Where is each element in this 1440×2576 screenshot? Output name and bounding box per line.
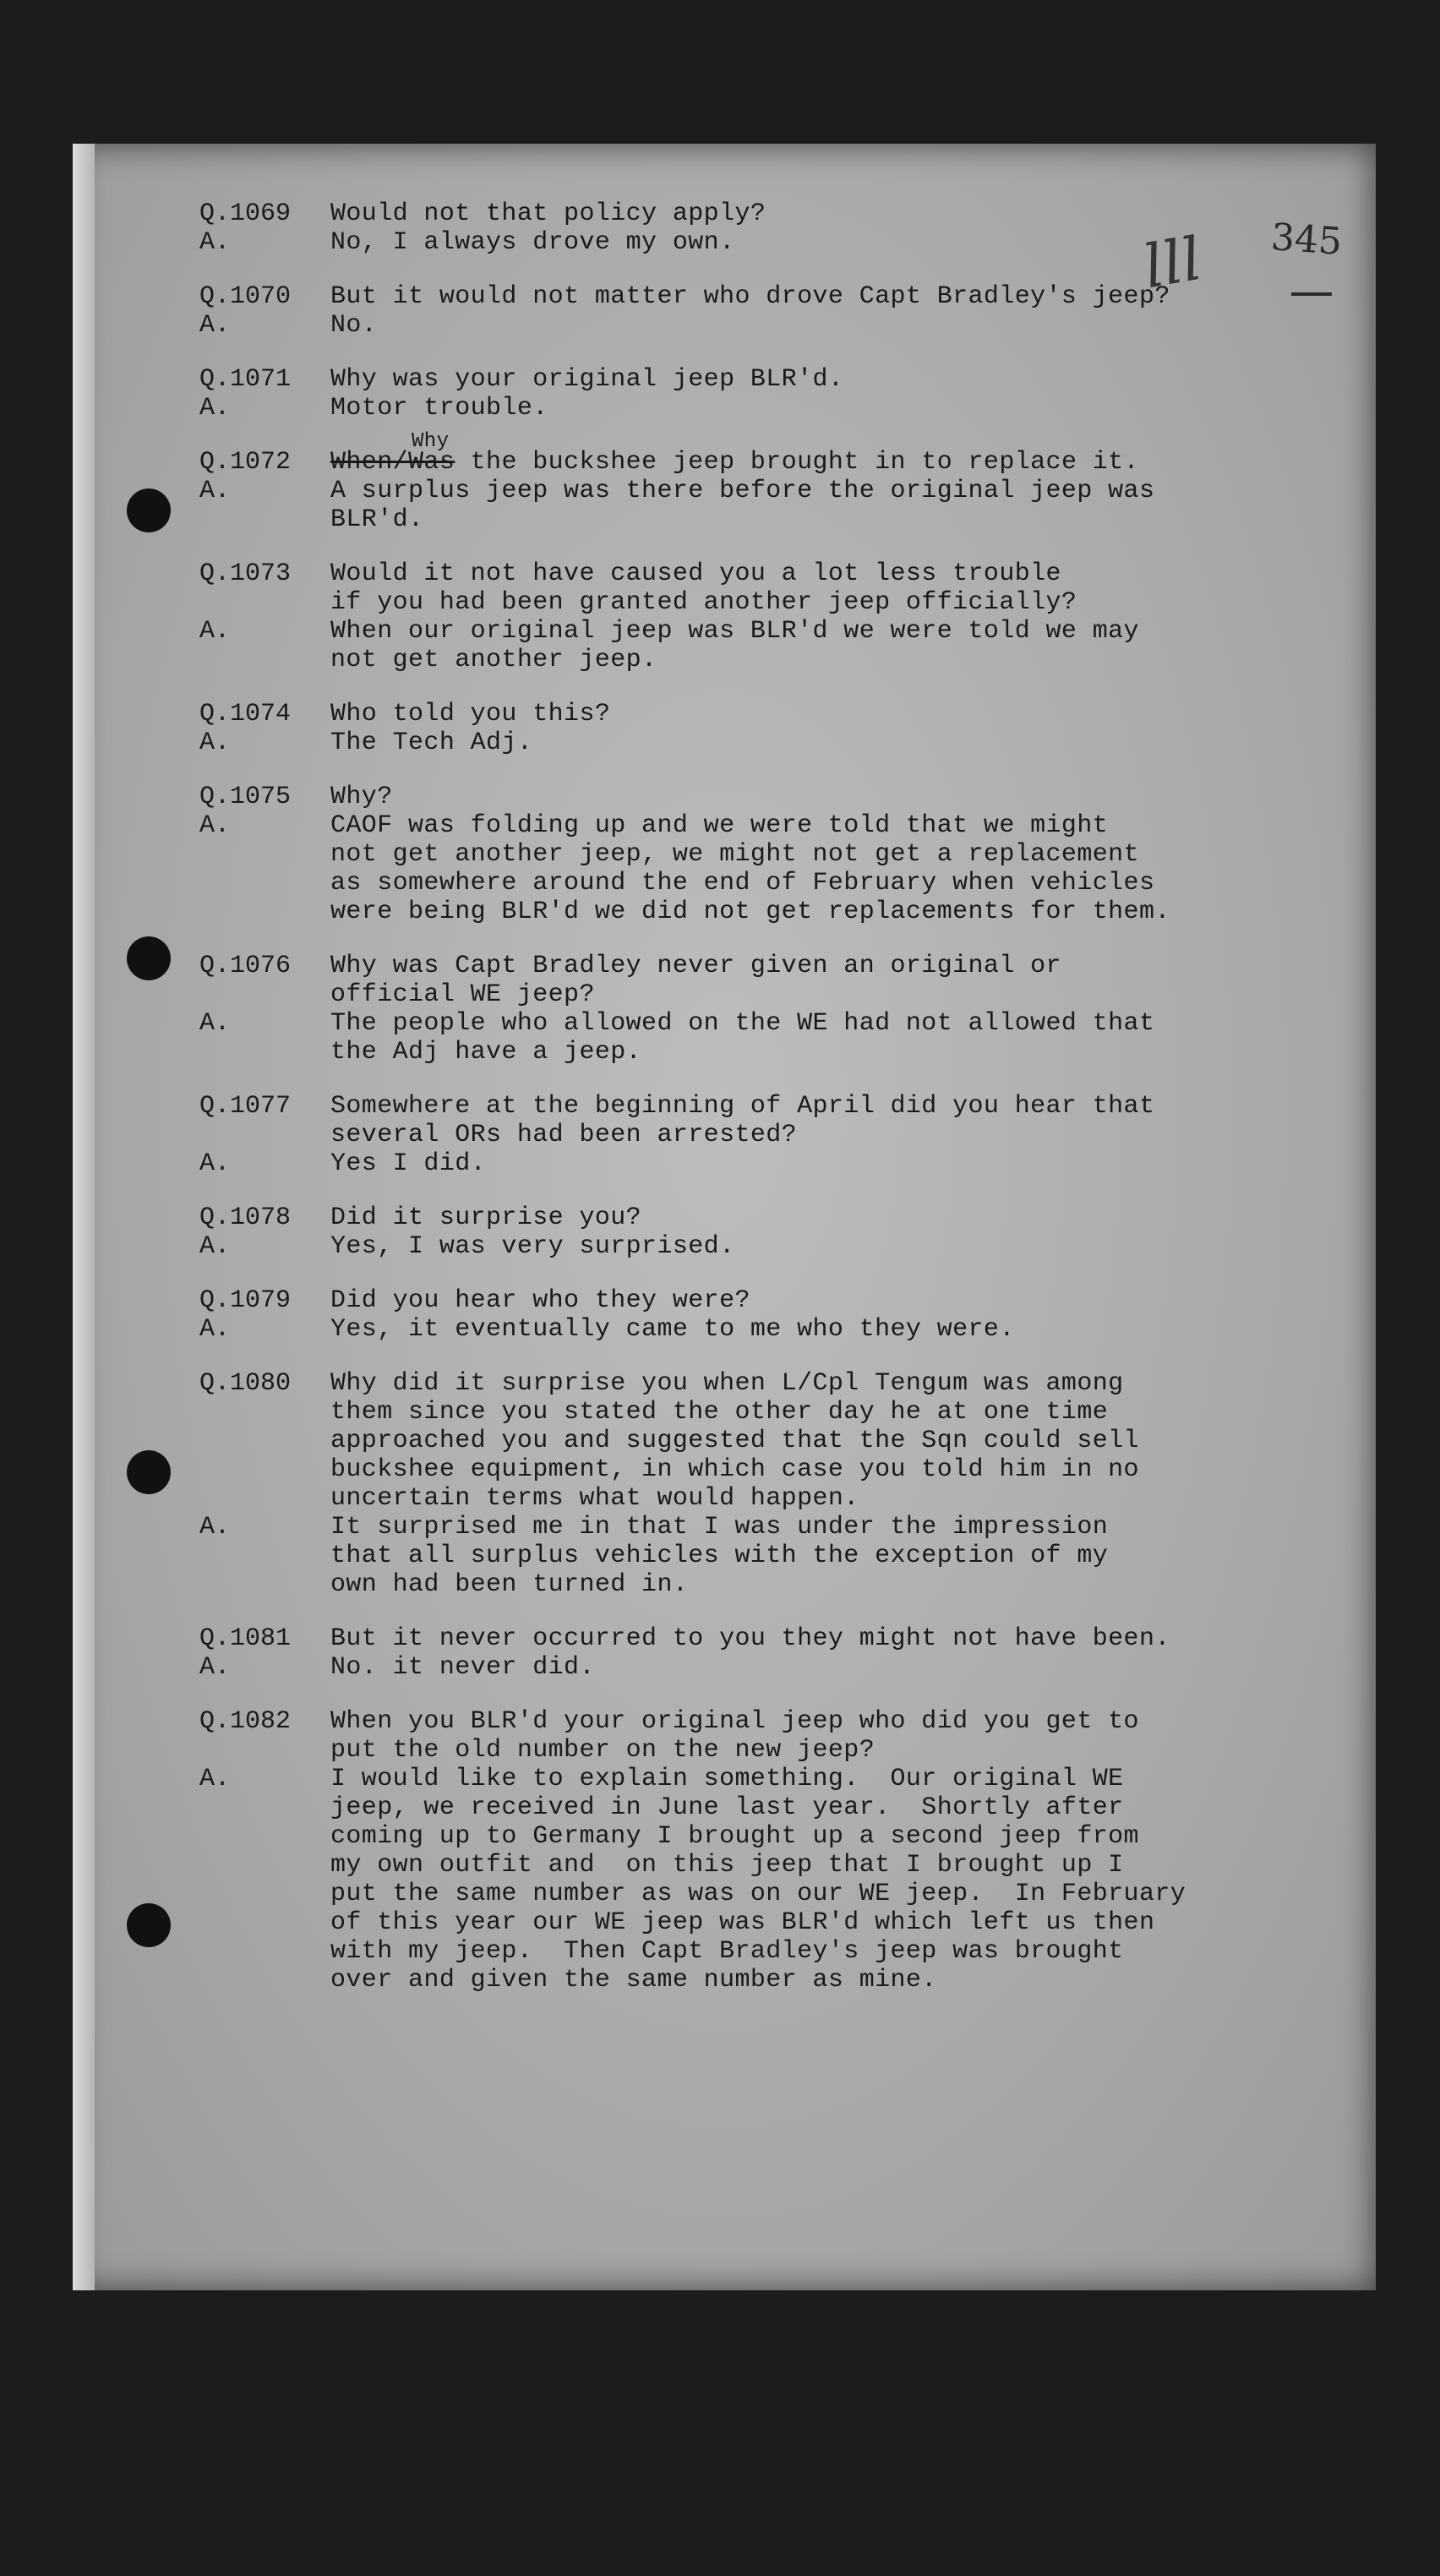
qa-entry bbox=[199, 282, 1298, 340]
answer-row bbox=[199, 1315, 1298, 1344]
question-row bbox=[199, 1286, 1298, 1315]
answer-row bbox=[199, 477, 1298, 534]
question-row bbox=[199, 1092, 1298, 1149]
question-number: Q.1082 bbox=[199, 1707, 292, 1736]
page-number: 345 bbox=[1269, 216, 1344, 264]
correction bbox=[330, 430, 455, 477]
qa-entry bbox=[199, 1092, 1298, 1178]
question-row bbox=[199, 700, 1298, 729]
question-number: Q.1077 bbox=[199, 1092, 292, 1121]
answer-row bbox=[199, 311, 1298, 340]
question-text: Why was Capt Bradley never given an original or official WE jeep? bbox=[330, 952, 1061, 1009]
question-number: Q.1073 bbox=[199, 559, 292, 588]
answer-row bbox=[199, 1765, 1298, 1995]
answer-text: The people who allowed on the WE had not allowed that the Adj have a jeep. bbox=[330, 1009, 1155, 1067]
question-number: Q.1078 bbox=[199, 1203, 292, 1232]
question-row bbox=[199, 1707, 1298, 1765]
answer-row bbox=[199, 394, 1298, 423]
answer-text: I would like to explain something. Our original WE jeep, we received in June last year. Shortly after coming up to Germany I brought up a second jeep from my own outfit and on this jeep that I brought up I put the same number as was on our WE jeep. In February of this year our WE jeep was BLR'd which left us then with my jeep. Then Capt Bradley's jeep was brought over and given the same number as mine. bbox=[330, 1765, 1186, 1995]
answer-label: A. bbox=[199, 1009, 231, 1038]
qa-entry bbox=[199, 365, 1298, 423]
question-row bbox=[199, 365, 1298, 394]
qa-entry bbox=[199, 1286, 1298, 1344]
answer-row bbox=[199, 1149, 1298, 1178]
question-number: Q.1075 bbox=[199, 783, 292, 811]
question-text bbox=[330, 430, 1298, 477]
answer-label: A. bbox=[199, 1513, 231, 1542]
answer-text: Yes I did. bbox=[330, 1149, 487, 1178]
question-remainder: the buckshee jeep brought in to replace it. bbox=[455, 448, 1139, 477]
answer-row bbox=[199, 1232, 1298, 1261]
answer-row bbox=[199, 729, 1298, 757]
question-text: But it never occurred to you they might not have been. bbox=[330, 1624, 1170, 1653]
question-text: Why did it surprise you when L/Cpl Tengum was among them since you stated the other day he at one time approached you and suggested that the Sqn could sell buckshee equipment, in which case you told him in no uncertain terms what would happen. bbox=[330, 1369, 1139, 1513]
answer-label: A. bbox=[199, 1232, 231, 1261]
question-number: Q.1071 bbox=[199, 365, 292, 394]
question-row bbox=[199, 1203, 1298, 1232]
question-text: Somewhere at the beginning of April did you hear that several ORs had been arrested? bbox=[330, 1092, 1155, 1149]
question-number: Q.1069 bbox=[199, 199, 292, 228]
question-number: Q.1070 bbox=[199, 282, 292, 311]
punch-hole bbox=[127, 488, 171, 532]
question-number: Q.1080 bbox=[199, 1369, 292, 1398]
answer-text: Yes, I was very surprised. bbox=[330, 1232, 735, 1261]
answer-text: CAOF was folding up and we were told that we might not get another jeep, we might not get a replacement as somewhere around the end of February when vehicles were being BLR'd we did not get replacements for them. bbox=[330, 811, 1170, 926]
answer-label: A. bbox=[199, 1315, 231, 1344]
punch-hole bbox=[127, 936, 171, 980]
question-number: Q.1081 bbox=[199, 1624, 292, 1653]
answer-text: No. it never did. bbox=[330, 1653, 595, 1682]
answer-label: A. bbox=[199, 311, 231, 340]
qa-entry bbox=[199, 700, 1298, 757]
question-text: Would it not have caused you a lot less trouble if you had been granted another jeep officially? bbox=[330, 559, 1077, 617]
answer-label: A. bbox=[199, 228, 231, 257]
qa-entry bbox=[199, 199, 1298, 257]
answer-label: A. bbox=[199, 477, 231, 505]
answer-text: The Tech Adj. bbox=[330, 729, 533, 757]
answer-label: A. bbox=[199, 1149, 231, 1178]
question-number: Q.1079 bbox=[199, 1286, 292, 1315]
answer-label: A. bbox=[199, 1653, 231, 1682]
question-row bbox=[199, 952, 1298, 1009]
question-text: Did it surprise you? bbox=[330, 1203, 642, 1232]
qa-entry bbox=[199, 430, 1298, 534]
question-text: Who told you this? bbox=[330, 700, 611, 729]
answer-text: A surplus jeep was there before the original jeep was BLR'd. bbox=[330, 477, 1155, 534]
question-number: Q.1072 bbox=[199, 448, 292, 477]
answer-text: No. bbox=[330, 311, 378, 340]
question-text: Why? bbox=[330, 783, 393, 811]
qa-entry bbox=[199, 1203, 1298, 1261]
answer-row bbox=[199, 1513, 1298, 1599]
qa-entry bbox=[199, 783, 1298, 926]
question-text: Did you hear who they were? bbox=[330, 1286, 750, 1315]
question-number: Q.1076 bbox=[199, 952, 292, 980]
question-row bbox=[199, 430, 1298, 477]
punch-hole bbox=[127, 1450, 171, 1494]
qa-entry bbox=[199, 1624, 1298, 1682]
answer-text: Motor trouble. bbox=[330, 394, 548, 423]
qa-entry bbox=[199, 952, 1298, 1067]
answer-label: A. bbox=[199, 394, 231, 423]
question-row bbox=[199, 282, 1298, 311]
qa-entry bbox=[199, 1707, 1298, 1995]
answer-row bbox=[199, 228, 1298, 257]
answer-text: It surprised me in that I was under the impression that all surplus vehicles with the exception of my own had been turned in. bbox=[330, 1513, 1109, 1599]
qa-entry bbox=[199, 1369, 1298, 1599]
answer-row bbox=[199, 1009, 1298, 1067]
question-row bbox=[199, 559, 1298, 617]
answer-label: A. bbox=[199, 729, 231, 757]
answer-row bbox=[199, 811, 1298, 926]
question-text: Why was your original jeep BLR'd. bbox=[330, 365, 844, 394]
question-row bbox=[199, 1624, 1298, 1653]
question-row bbox=[199, 1369, 1298, 1513]
answer-row bbox=[199, 617, 1298, 674]
answer-text: When our original jeep was BLR'd we were told we may not get another jeep. bbox=[330, 617, 1139, 674]
inserted-word: Why bbox=[412, 430, 450, 453]
qa-entry bbox=[199, 559, 1298, 674]
question-row bbox=[199, 199, 1298, 228]
answer-label: A. bbox=[199, 811, 231, 840]
question-text: Would not that policy apply? bbox=[330, 199, 766, 228]
answer-label: A. bbox=[199, 617, 231, 646]
answer-text: No, I always drove my own. bbox=[330, 228, 735, 257]
page-edge bbox=[73, 144, 95, 2290]
question-text: But it would not matter who drove Capt Bradley's jeep? bbox=[330, 282, 1170, 311]
struck-text: When/Was bbox=[330, 448, 455, 477]
question-text: When you BLR'd your original jeep who did you get to put the old number on the new jeep? bbox=[330, 1707, 1139, 1765]
question-number: Q.1074 bbox=[199, 700, 292, 729]
transcript-body bbox=[199, 199, 1298, 2020]
question-row bbox=[199, 783, 1298, 811]
answer-label: A. bbox=[199, 1765, 231, 1793]
answer-text: Yes, it eventually came to me who they were. bbox=[330, 1315, 1015, 1344]
answer-row bbox=[199, 1653, 1298, 1682]
punch-hole bbox=[127, 1903, 171, 1947]
handwritten-initials: lll bbox=[1138, 223, 1207, 303]
